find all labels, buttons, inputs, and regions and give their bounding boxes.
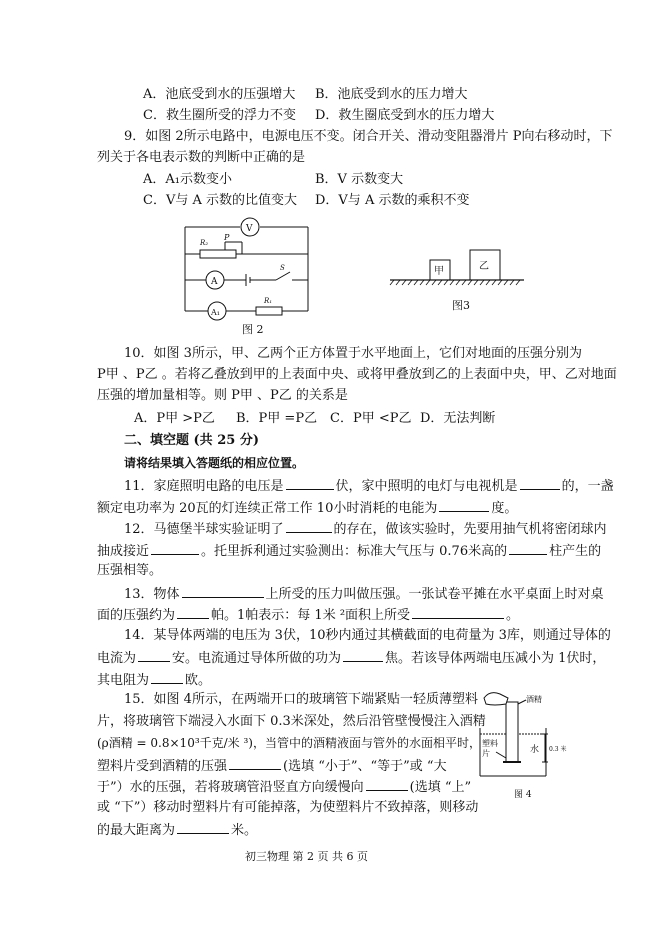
plastic-label-1: 塑料 [482, 739, 498, 748]
q13-blank-3[interactable] [412, 605, 504, 619]
q8-option-a: A．池底受到水的压强增大 [143, 87, 296, 102]
block-yi-label: 乙 [479, 261, 489, 272]
q8-option-c: C．救生圈所受的浮力不变 [143, 108, 296, 123]
plastic-label-2: 片 [482, 749, 490, 758]
q12-text-4: 。托里拆利通过实验测出：标准大气压与 0.76米高的 [201, 544, 508, 559]
q15-blank-3[interactable] [177, 820, 229, 834]
q15-line-4 [97, 756, 447, 776]
q12-text-3: 抽成接近 [97, 544, 150, 559]
q14-text-2: 安。电流通过导体所做的功为 [172, 651, 342, 666]
q15-text-5: 的最大距离为 [97, 823, 176, 838]
figure-3-caption: 图3 [452, 299, 470, 312]
q10-option-b: B．P甲 =P乙 [236, 411, 318, 426]
q9-option-a: A．A₁示数变小 [143, 172, 232, 187]
q9-line-1: 9．如图 2所示电路中，电源电压不变。闭合开关、滑动变阻器滑片 P向右移动时，下 [124, 129, 613, 144]
q10-line-1: 10．如图 3所示，甲、乙两个正方体置于水平地面上，它们对地面的压强分别为 [124, 346, 582, 361]
section-2-instruction: 请将结果填入答题纸的相应位置。 [124, 456, 305, 470]
q9-option-d: D．V与 A 示数的乘积不变 [315, 193, 470, 208]
q10-option-d: D．无法判断 [420, 411, 496, 426]
q15-line-7 [97, 820, 257, 840]
q12-text-5: 柱产生的 [549, 544, 602, 559]
q9-option-b: B．V 示数变大 [315, 172, 404, 187]
q8-option-d: D．救生圈底受到水的压力增大 [315, 108, 495, 123]
q11-line-2 [97, 498, 517, 518]
q11-line-1 [124, 476, 614, 496]
block-jia-label: 甲 [434, 266, 444, 277]
q13-text-3: 面的压强约为 [97, 608, 176, 623]
depth-label: 0.3 米 [549, 746, 567, 753]
switch-s-label: S [280, 264, 285, 272]
q11-text-2: 伏，家中照明的电灯与电视机是 [335, 479, 518, 494]
q12-line-3: 压强相等。 [97, 563, 163, 578]
q15-text-2: (选填 “小于”、“等于”或 “大 [283, 759, 447, 774]
q13-blank-2[interactable] [177, 605, 209, 619]
q15-line-1: 15．如图 4所示，在两端开口的玻璃管下端紧贴一轻质薄塑料 [124, 692, 478, 707]
alcohol-label: 酒精 [526, 695, 542, 704]
q14-text-5: 欧。 [185, 673, 212, 688]
r2-label: R₂ [200, 239, 209, 247]
q12-text-1: 12．马德堡半球实验证明了 [124, 522, 284, 537]
figure-2-circuit [180, 214, 315, 332]
q14-blank-3[interactable] [151, 670, 183, 684]
ammeter1-label: A₁ [211, 308, 220, 317]
q13-text-1: 13．物体 [124, 587, 180, 602]
r1-label: R₁ [264, 297, 273, 305]
q15-blank-1[interactable] [229, 756, 281, 770]
q14-line-1: 14．某导体两端的电压为 3伏，10秒内通过其横截面的电荷量为 3库，则通过导体的 [124, 628, 611, 643]
q13-blank-1[interactable] [182, 584, 264, 598]
q15-blank-2[interactable] [366, 777, 408, 791]
q10-option-c: C．P甲 <P乙 [330, 411, 412, 426]
q13-text-2: 上所受的压力叫做压强。一张试卷平摊在水平桌面上时对桌 [265, 587, 604, 602]
q12-blank-2[interactable] [151, 541, 199, 555]
q13-line-1 [124, 584, 604, 604]
q10-line-3: 压强的增加量相等。则 P甲 、P乙 的关系是 [97, 388, 348, 403]
q12-line-1 [124, 519, 607, 539]
section-2-title: 二、填空题 (共 25 分) [124, 433, 259, 448]
figure-2-caption: 图 2 [242, 323, 264, 336]
figure-3-blocks [388, 246, 528, 292]
figure-4-caption: 图 4 [514, 790, 532, 800]
q15-text-1: 塑料片受到酒精的压强 [97, 759, 228, 774]
figure-4-tube [476, 688, 568, 784]
q10-option-a: A．P甲 >P乙 [134, 411, 215, 426]
q13-text-5: 。 [506, 608, 520, 623]
q15-line-5 [97, 777, 471, 797]
q11-text-1: 11．家庭照明电路的电压是 [124, 479, 284, 494]
ammeter-label: A [211, 277, 218, 287]
q14-blank-2[interactable] [343, 648, 383, 662]
q11-blank-1[interactable] [286, 476, 334, 490]
q12-line-2 [97, 541, 601, 561]
q14-line-2 [97, 648, 605, 668]
q14-text-1: 电流为 [97, 651, 137, 666]
q15-line-2: 片，将玻璃管下端浸入水面下 0.3米深处，然后沿管壁慢慢注入酒精 [97, 714, 486, 729]
q12-blank-3[interactable] [509, 541, 547, 555]
q11-blank-2[interactable] [520, 476, 560, 490]
q8-option-b: B．池底受到水的压力增大 [315, 87, 468, 102]
q11-blank-3[interactable] [439, 498, 489, 512]
page-footer: 初三物理 第 2 页 共 6 页 [245, 850, 368, 863]
q12-blank-1[interactable] [286, 519, 332, 533]
voltmeter-label: V [246, 224, 253, 234]
q14-text-3: 焦。若该导体两端电压减小为 1伏时， [385, 651, 606, 666]
q13-text-4: 帕。1帕表示：每 1米 ²面积上所受 [211, 608, 411, 623]
q9-line-2: 列关于各电表示数的判断中正确的是 [97, 150, 306, 165]
q13-line-2 [97, 605, 519, 625]
q15-text-6: 米。 [231, 823, 258, 838]
q11-text-3: 的，一盏 [561, 479, 614, 494]
water-label: 水 [530, 745, 540, 755]
q14-blank-1[interactable] [138, 648, 170, 662]
q15-line-6: 或 “下”）移动时塑料片有可能掉落，为使塑料片不致掉落，则移动 [97, 800, 479, 815]
q10-line-2: P甲 、P乙 。若将乙叠放到甲的上表面中央、或将甲叠放到乙的上表面中央，甲、乙对地面 [97, 367, 617, 382]
q11-text-5: 度。 [491, 501, 518, 516]
q11-text-4: 额定电功率为 20瓦的灯连续正常工作 10小时消耗的电能为 [97, 501, 438, 516]
q15-text-4: (选填 “上” [409, 780, 472, 795]
slider-p-label: P [224, 233, 230, 242]
q14-line-3 [97, 670, 211, 690]
q9-option-c: C．V与 A 示数的比值变大 [143, 193, 297, 208]
q12-text-2: 的存在，做该实验时，先要用抽气机将密闭球内 [333, 522, 607, 537]
q15-text-3: 于”）水的压强，若将玻璃管沿竖直方向缓慢向 [97, 780, 364, 795]
q15-line-3: (ρ酒精 = 0.8×10³千克/米 ³)，当管中的酒精液面与管外的水面相平时， [97, 736, 481, 750]
q14-text-4: 其电阻为 [97, 673, 150, 688]
